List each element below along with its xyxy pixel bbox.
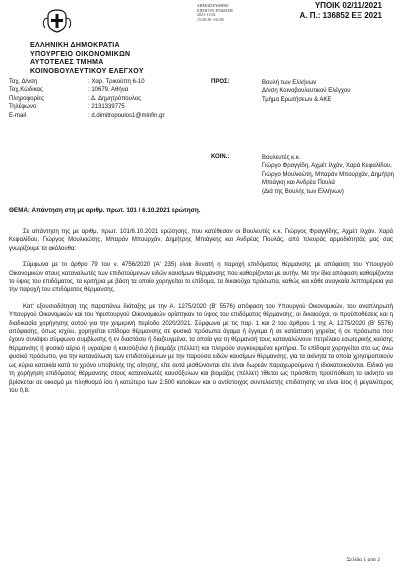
sender-value: : 2131339775 xyxy=(88,104,125,111)
cc-line: Γιώργο Μουλκιώτη, Μπαράν Μπουρχάν, Δημήτρη xyxy=(262,171,394,178)
cc-line: Γιώργο Φραγγίδη, Αχμέτ Ιλχάν, Χαρά Κεφαλίδου, xyxy=(262,163,392,170)
ministry-line: ΕΛΛΗΝΙΚΗ ΔΗΜΟΚΡΑΤΙΑ xyxy=(30,42,120,49)
ministry-line: ΚΟΙΝΟΒΟΥΛΕΥΤΙΚΟΥ ΕΛΕΓΧΟΥ xyxy=(30,67,144,75)
stamp-line: ΔΗΜΟΣΙΕΥΘΗΚΕ xyxy=(197,3,229,8)
sender-value: : Δ. Δημητρόπουλος xyxy=(88,95,141,102)
sender-label: E-mail xyxy=(9,112,27,119)
sender-row xyxy=(9,95,164,103)
cc-line: Μπιάγκη και Ανδρέα Πουλά xyxy=(262,180,335,187)
body-paragraph: Σε απάντηση της με αριθμ. πρωτ. 101/6.10.2021 ερώτησης, που κατέθεσαν οι Βουλευτές κ.κ. Γιώργος Φραγγίδης, Αχμέτ Ιλχάν, Χαρά Κεφαλίδου, Γιώργος Μουλκιώτης, Μπαράν Μπουρχάν, Δημήτρης Μπιάγκης και Ανδρέας Πουλάς, από πλευράς αρμοδιότητάς μας σας γνωρίζουμε τα ακόλουθα: xyxy=(9,229,393,252)
sender-label: Ταχ.Κώδικας xyxy=(9,87,43,94)
sender-label: Πληροφορίες xyxy=(9,95,44,102)
subject-line: ΘΕΜΑ: Απάντηση στη με αριθμ. πρωτ. 101 / 6.10.2021 ερώτηση. xyxy=(9,207,201,214)
recipient-line: Τμήμα Ερωτήσεων & ΑΚΕ xyxy=(262,96,332,103)
recipient-label: ΠΡΟΣ: xyxy=(211,79,230,85)
ministry-header xyxy=(30,42,144,76)
sender-email: : d.dimitropoulos1@minfin.gr xyxy=(88,112,165,119)
cc-line: (Διά της Βουλής των Ελλήνων) xyxy=(262,188,344,195)
sender-label: Τηλέφωνο xyxy=(9,104,37,111)
sender-label: Ταχ. Δ/νση xyxy=(9,79,38,85)
ministry-line: ΥΠΟΥΡΓΕΙΟ ΟΙΚΟΝΟΜΙΚΩΝ xyxy=(30,50,131,58)
stamp-line: ΕΠΕΙΓΟΝ-ΕΝΔΕΙΞΗ xyxy=(197,7,233,13)
sender-details xyxy=(9,78,164,120)
sender-value: : 10679, Αθήνα xyxy=(88,87,129,94)
cc-block xyxy=(262,154,394,196)
document-number: ΥΠΟΙΚ 02/11/2021 xyxy=(314,1,382,10)
recipient-block xyxy=(262,79,351,104)
digital-signature-stamp xyxy=(197,4,233,22)
ministry-line: ΑΥΤΟΤΕΛΕΣ ΤΜΗΜΑ xyxy=(30,59,104,66)
sender-row xyxy=(9,86,164,94)
page-number: Σελίδα 1 από 2 xyxy=(346,557,380,563)
sender-row xyxy=(9,78,164,86)
protocol-number: Α. Π.: 136852 ΕΞ 2021 xyxy=(299,11,382,20)
cc-label: ΚΟΙΝ.: xyxy=(211,154,230,160)
sender-row xyxy=(9,103,164,111)
recipient-line: Βουλή των Ελλήνων xyxy=(262,80,317,86)
stamp-line: 15:50:28 +02:00 xyxy=(197,16,224,22)
sender-row xyxy=(9,112,164,120)
greek-state-emblem-icon xyxy=(40,8,74,34)
recipient-line: Δ/νση Κοινοβουλευτικού Ελέγχου xyxy=(262,88,351,95)
body-paragraph: Κατ' εξουσιοδότηση της παραπάνω διάταξης με την Α. 1275/2020 (Β' 5576) απόφαση του Υπουργού Οικονομικών, του αναπληρωτή Υπουργού Οικονομικών και του Υφυπουργού Οικονομικών ορίστηκαν το ύψος του επιδόματος θέρμανσης, οι δικαιούχοι, οι προϋποθέσεις και η διαδικασία χορήγησης αυτού για την χειμερινή περίοδο 2020/2021. Σύμφωνα με τις παρ. 1 και 2 του άρθρου 1 της Α. 1275/2020 (Β' 5576) απόφασης, όπως ισχύει, χορηγείται επίδομα θέρμανσης σε φυσικά πρόσωπα άγαμα ή έγγαμα ή σε κατάσταση χηρείας ή σε πρόσωπα που έχουν συνάψει σύμφωνο συμβίωσης ή εν διαστάσει ή διαζευγμένα, τα οποία για τη θέρμανσή τους καταναλώνουν πετρέλαιο εσωτερικής καύσης θέρμανσης ή φυσικό αέριο ή υγραέριο ή καυσόξυλα ή βιομάζα (πέλλετ) και πληρούν συγκεκριμένα κριτήρια. Το επίδομα χορηγείται στο ως άνω φυσικό πρόσωπο, για την κατανάλωση των επιδοτούμενων με την παρούσα ειδών καυσίμων θέρμανσης, για τα ακίνητα τα οποία χρησιμοποιούν ως κύρια κατοικία κατά το χρόνο υποβολής της αίτησης, είτε αυτά μισθώνονται είτε είναι δωρεάν παραχωρούμενα ή ιδιοκατοικούνται. Ειδικά για τη χορήγηση επιδόματος θέρμανσης στους καταναλωτές καυσόξυλων και βιομάζας (πέλλετ) τίθεται ως πρόσθετη προϋπόθεση το ακίνητο να βρίσκεται σε οικισμό με πληθυσμό ίσο ή κατώτερο των 2.500 κατοίκων και ο αντίστοιχος συντελεστής επιδότησης να είναι ίσος ή μεγαλύτερος του 0,8. xyxy=(9,303,393,394)
stamp-line: 2021-11-02 xyxy=(197,12,216,17)
cc-line: Βουλευτές κ.κ. xyxy=(262,155,301,161)
body-paragraph: Σύμφωνα με το άρθρο 79 του ν. 4756/2020 (Α' 235) είναι δυνατή η παροχή επιδόματος θέρμανσης με απόφαση του Υπουργού Οικονομικών στους καταναλωτές των επιδοτούμενων ειδών καυσίμων θέρμανσης που καθορίζονται με αυτήν. Με την ίδια απόφαση καθορίζονται το ύψος του επιδόματος, τα κριτήρια με βάση τα οποία χορηγείται το επίδομα, τα δικαιούχα πρόσωπα, καθώς και κάθε αναγκαία λεπτομέρεια για την παροχή του επιδόματος θέρμανσης. xyxy=(9,262,393,294)
document-body xyxy=(9,228,393,395)
document-reference xyxy=(299,1,382,21)
sender-value: : Χαρ. Τρικούπη 6-10 xyxy=(88,79,145,85)
